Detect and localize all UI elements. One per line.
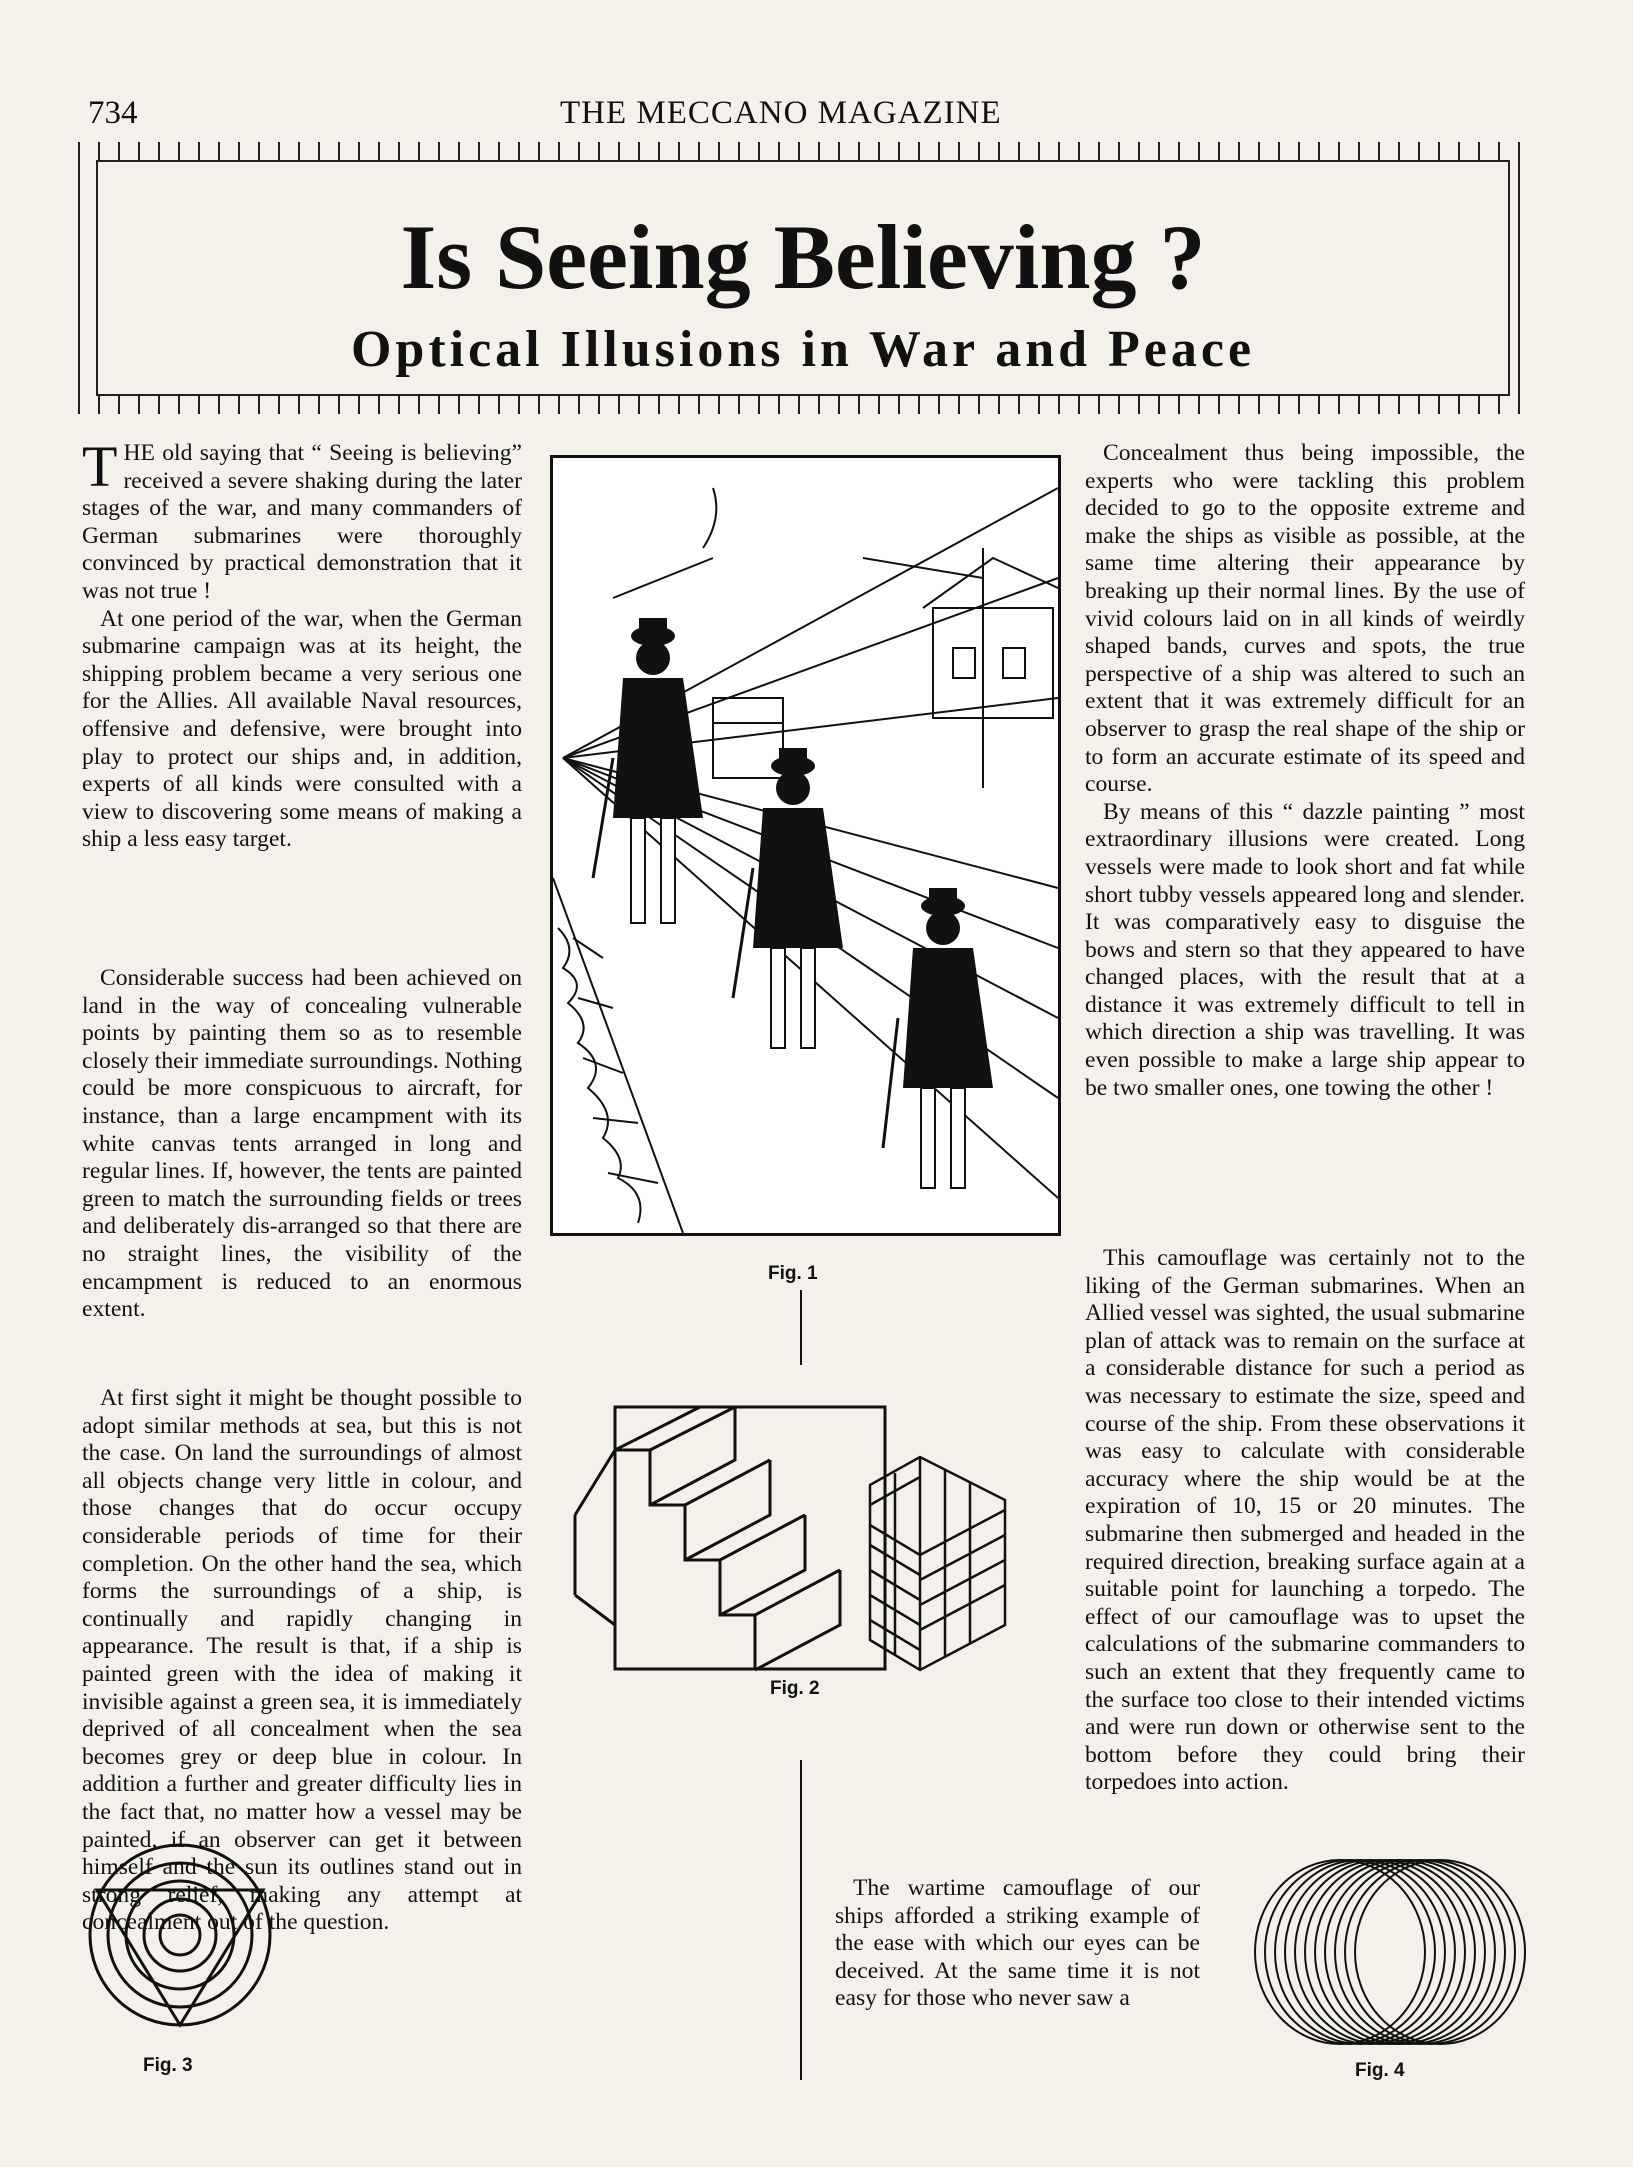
figure-2-caption: Fig. 2: [770, 1678, 820, 1699]
paragraph: Concealment thus being impossible, the experts who were tackling this problem decided to go to the opposite extreme and make the ships as visible as possible, at the same time altering their appearance by breaking up their normal lines. By the use of vivid colours laid on in all kinds of weirdly shaped bands, curves and spots, the true perspective of a ship was altered to such an extent that it was extremely difficult for an observer to grasp the real shape of the ship or to form an accurate estimate of its speed and course.: [1085, 440, 1525, 798]
column-divider: [800, 1760, 802, 2080]
circles-triangle-drawing: [85, 1835, 285, 2035]
column-divider: [800, 1290, 802, 1365]
title-banner: [78, 142, 1528, 414]
drop-cap: T: [82, 434, 118, 499]
perspective-illusion-drawing: [553, 458, 1058, 1233]
overlapping-ellipses-drawing: [1245, 1855, 1535, 2050]
text-column-right-top: [1085, 440, 1525, 1102]
paragraph: At one period of the war, when the German submarine campaign was at its height, the shipping problem became a very serious one for the Allies. All available Naval resources, offensive and defensive, were brought into play to protect our ships and, in addition, experts of all kinds were consulted with a view to discovering some means of making a ship a less easy target.: [82, 605, 522, 853]
paragraph: The wartime camouflage of our ships afforded a striking example of the ease with which our eyes can be deceived. At the same time it is not easy for those who never saw a: [835, 1875, 1200, 2012]
paragraph: By means of this “ dazzle painting ” most extraordinary illusions were created. Long vessels were made to look short and fat while short tubby vessels appeared long and slender. It was comparatively easy to disguise the bows and stern so that they appeared to have changed places, with the result that at a distance it was extremely difficult to tell in which direction a ship was travelling. It was even possible to make a large ship appear to be two smaller ones, one towing the other !: [1085, 798, 1525, 1101]
text-column-left-lower: [82, 1385, 522, 1936]
figure-2-illusions: [565, 1395, 1045, 1685]
paragraph: Considerable success had been achieved on land in the way of concealing vulnerable points by painting them so as to resemble closely their immediate surroundings. Nothing could be more conspicuous to aircraft, for instance, than a large encampment with its white canvas tents arranged in long and regular lines. If, however, the tents are painted green to match the surrounding fields or trees and deliberately dis-arranged so that there are no straight lines, the visibility of the encampment is reduced to an enormous extent.: [82, 965, 522, 1323]
page-number: 734: [88, 95, 138, 131]
figure-1-caption: Fig. 1: [768, 1263, 818, 1284]
paragraph: This camouflage was certainly not to the liking of the German submarines. When an Allied vessel was sighted, the usual submarine plan of attack was to remain on the surface at a considerable distance for such a period as was necessary to estimate the size, speed and course of the ship. From these observations it was easy to calculate with considerable accuracy where the ship would be at the expiration of 10, 15 or 20 minutes. The submarine then submerged and headed in the required direction, breaking surface again at a suitable point for launching a torpedo. The effect of our camouflage was to upset the calculations of the submarine commanders to such an extent that they frequently came to the surface too close to their intended victims and were run down or otherwise sent to the bottom before they could bring their torpedoes into action.: [1085, 1245, 1525, 1796]
paragraph: THE old saying that “ Seeing is believing” received a severe shaking during the later stages of the war, and many commanders of German submarines were thoroughly convinced by practical demonstration that it was not true !: [82, 434, 522, 604]
figure-4-caption: Fig. 4: [1355, 2060, 1405, 2081]
paragraph: At first sight it might be thought possible to adopt similar methods at sea, but this is not the case. On land the surroundings of almost all objects change very little in colour, and those changes that do occur occupy considerable periods of time for their completion. On the other hand the sea, which forms the surroundings of a ship, is continually and rapidly changing in appearance. The result is that, if a ship is painted green with the idea of making it invisible against a green sea, it is immediately deprived of all concealment when the sea becomes grey or deep blue in colour. In addition a further and greater difficulty lies in the fact that, no matter how a vessel may be painted, if an observer can get it between himself and the sun its outlines stand out in strong relief, making any attempt at concealment out of the question.: [82, 1385, 522, 1936]
isometric-block: [870, 1457, 1005, 1670]
article-subtitle: Optical Illusions in War and Peace: [350, 321, 1256, 378]
figure-3-caption: Fig. 3: [143, 2055, 193, 2076]
text-column-right-mid: [1085, 1245, 1525, 1796]
article-title: Is Seeing Believing ?: [400, 206, 1206, 308]
text-column-center-bottom: [835, 1875, 1200, 2085]
running-title: THE MECCANO MAGAZINE: [560, 95, 1002, 131]
text-column-left-mid: [82, 965, 522, 1324]
text-column-left-top: [82, 434, 522, 854]
figure-3-illusion: [85, 1835, 285, 2035]
figure-4-illusion: [1245, 1855, 1535, 2050]
figure-1-illustration: [550, 455, 1061, 1236]
walking-men: [613, 618, 993, 1188]
ambiguous-staircase-drawing: [565, 1395, 1045, 1685]
